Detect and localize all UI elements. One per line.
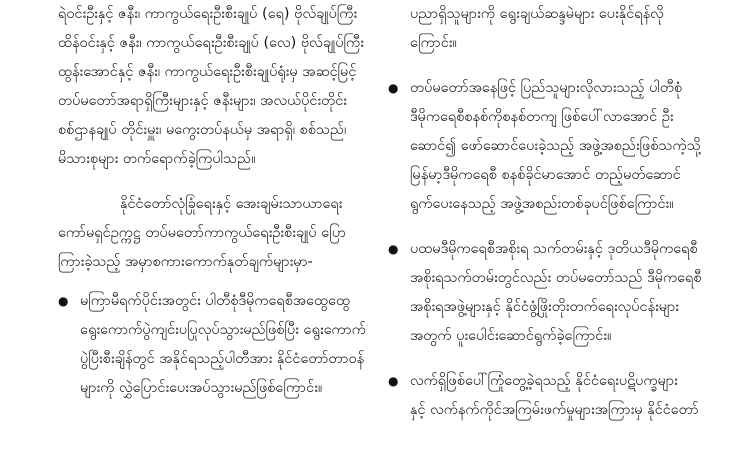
right-column <box>388 0 710 425</box>
text-line: ဒီမိုကရေစီစနစ်ကိုစနစ်တကျ ဖြစ်ပေါ်လာအောင် ဦး <box>410 109 674 125</box>
text-line: များကို လွှဲပြောင်းပေးအပ်သွားမည်ဖြစ်ကြောင်း။ <box>80 380 323 396</box>
text-line: လက်ရှိဖြစ်ပေါ်ကြုံတွေ့ခဲ့ရသည့် နိုင်ငံရေးပဋိပက္ခများ <box>410 373 678 389</box>
text-line: ထွန်းအောင်နှင့် ဇနီး၊ ကာကွယ်ရေးဦးစီးချုပ်ရုံးမှ အဆင့်မြင့် <box>58 64 357 80</box>
text-line: မိသားစုများ တက်ရောက်ခဲ့ကြပါသည်။ <box>58 151 256 167</box>
text-line: ပွဲပြီးစီးချိန်တွင် အနိုင်ရသည့်ပါတီအား နိုင်ငံတော်တာဝန် <box>80 351 365 367</box>
bullet-list-item <box>388 235 710 351</box>
bullet-list-item <box>388 74 710 219</box>
text-line: တပ်မတော်အနေဖြင့် ပြည်သူများလိုလားသည့် ပါတီစုံ <box>410 80 683 96</box>
paragraph <box>58 0 374 174</box>
text-line: အစိုးရသက်တမ်းတွင်လည်း တပ်မတော်သည် ဒီမိုကရေစီ <box>410 270 702 286</box>
text-line: မကြာမီရက်ပိုင်းအတွင်း ပါတီစုံဒီမိုကရေစီအထွေထွေ <box>80 293 350 309</box>
text-line: ဆောင်၍ ဖော်ဆောင်ပေးခဲ့သည့် အဖွဲ့အစည်းဖြစ်သကဲ့သို့ <box>410 138 701 154</box>
bullet-list-item <box>58 287 374 403</box>
text-line: ပညာရှိသူများကို ရွေးချယ်ဆန္ဒမဲများ ပေးနိုင်ရန်လို <box>410 6 664 22</box>
bullet-continuation <box>388 0 710 58</box>
bullet-icon: ● <box>388 374 399 388</box>
text-line: ကြောင်း။ <box>410 35 457 51</box>
text-line: ရွက်ပေးနေသည့် အဖွဲ့အစည်းတစ်ခုပင်ဖြစ်ကြောင်း။ <box>410 196 674 212</box>
text-line: အတွက် ပူးပေါင်းဆောင်ရွက်ခဲ့ကြောင်း။ <box>410 328 612 344</box>
left-column <box>58 0 374 403</box>
text-line: ကြားခဲ့သည့် အမှာစကားကောက်နုတ်ချက်များမှာ- <box>58 254 313 270</box>
text-line: နှင့် လက်နက်ကိုင်အကြမ်းဖက်မှုများအကြားမှ နိုင်ငံတော် <box>410 402 699 418</box>
text-line: နိုင်ငံတော်လုံခြုံရေးနှင့် အေးချမ်းသာယာရေး <box>120 196 343 212</box>
text-line: တပ်မတော်အရာရှိကြီးများနှင့် ဇနီးများ၊ အလယ်ပိုင်းတိုင်း <box>58 93 347 109</box>
bullet-icon: ● <box>388 81 399 95</box>
paragraph <box>58 190 374 277</box>
text-line: ရဲဝင်းဦးနှင့် ဇနီး၊ ကာကွယ်ရေးဦးစီးချုပ် (ရေ) ဗိုလ်ချုပ်ကြီး <box>58 6 358 22</box>
text-line: စစ်ဌာနချုပ် တိုင်းမှူး၊ မကွေးတပ်နယ်မှ အရာရှိ၊ စစ်သည်၊ <box>58 122 347 138</box>
bullet-list-item <box>388 367 710 425</box>
text-line: မြန်မာ့ဒီမိုကရေစီ စနစ်ခိုင်မာအောင် တည့်မတ်ဆောင် <box>410 167 681 183</box>
bullet-icon: ● <box>58 294 69 308</box>
text-line: ပထမဒီမိုကရေစီအစိုးရ သက်တမ်းနှင့် ဒုတိယဒီမိုကရေစီ <box>410 241 698 257</box>
text-line: ရွေးကောက်ပွဲကျင်းပပြုလုပ်သွားမည်ဖြစ်ပြီး ရွေးကောက် <box>80 322 366 338</box>
text-line: ကော်မရှင်ဥက္ကဋ္ဌ တပ်မတော်ကာကွယ်ရေးဦးစီးချုပ် ပြော <box>58 225 347 241</box>
text-line: အစိုးရအဖွဲ့များနှင့် နိုင်ငံဖွံ့ဖြိုးတိုးတက်ရေးလုပ်ငန်းများ <box>410 299 679 315</box>
bullet-icon: ● <box>388 242 399 256</box>
text-line: ထိန်ဝင်းနှင့် ဇနီး၊ ကာကွယ်ရေးဦးစီးချုပ် (လေ) ဗိုလ်ချုပ်ကြီး <box>58 35 364 51</box>
